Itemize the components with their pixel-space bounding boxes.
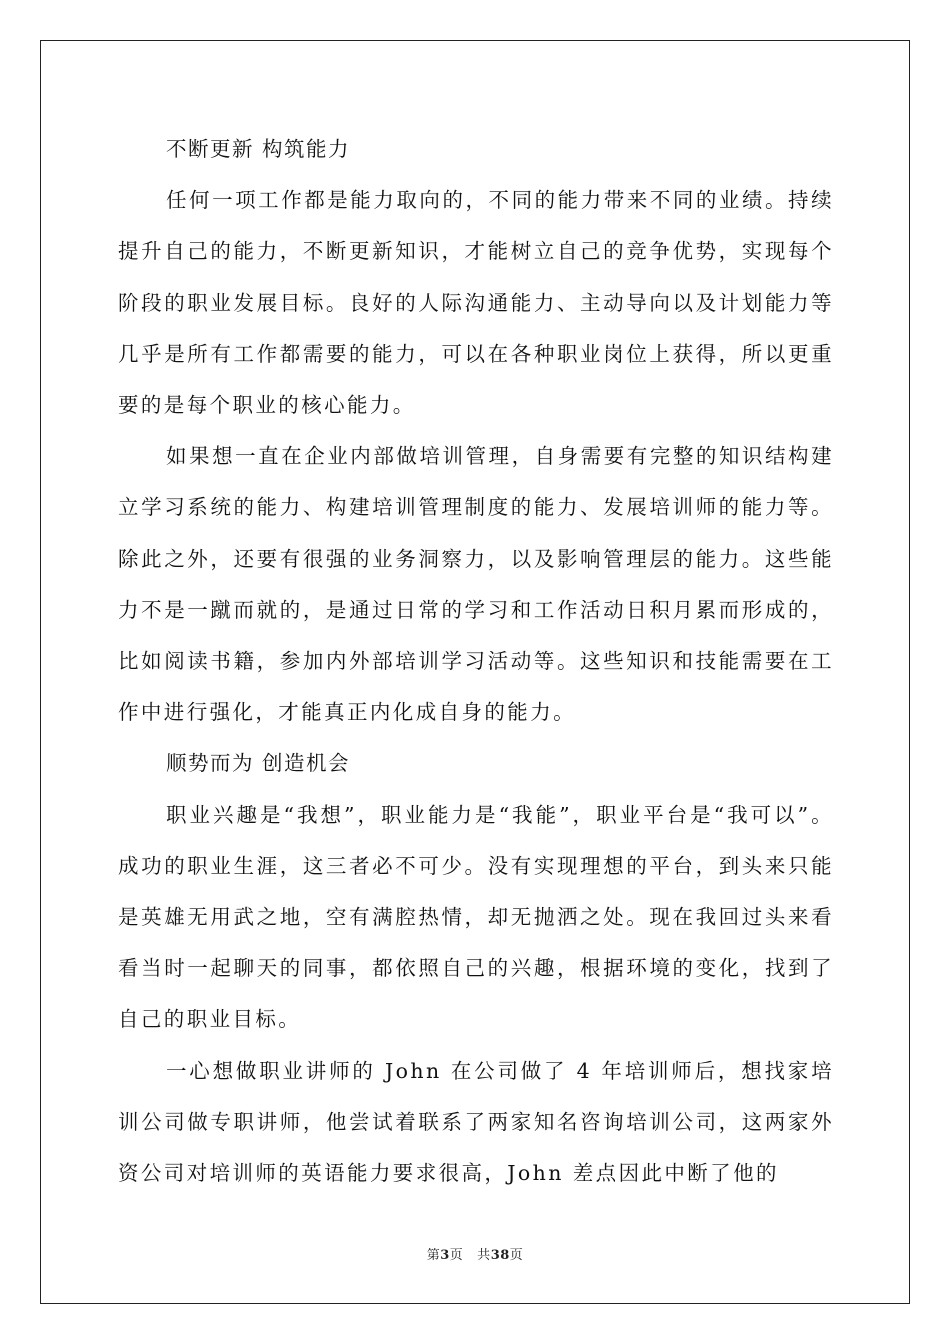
page-footer [0,1244,950,1263]
footer-total-prefix: 共 [477,1248,491,1263]
paragraph-2: 如果想一直在企业内部做培训管理，自身需要有完整的知识结构建立学习系统的能力、构建培训管理制度的能力、发展培训师的能力等。除此之外，还要有很强的业务洞察力，以及影响管理层的能力。这些能力不是一蹴而就的，是通过日常的学习和工作活动日积月累而形成的，比如阅读书籍，参加内外部培训学习活动等。这些知识和技能需要在工作中进行强化，才能真正内化成自身的能力。 [118,444,834,725]
footer-prefix: 第 [426,1248,441,1263]
paragraph-3: 职业兴趣是“我想”，职业能力是“我能”，职业平台是“我可以”。成功的职业生涯，这三者必不可少。没有实现理想的平台，到头来只能是英雄无用武之地，空有满腔热情，却无抛洒之处。现在我回过头来看看当时一起聊天的同事，都依照自己的兴趣，根据环境的变化，找到了自己的职业目标。 [118,802,834,1032]
section-heading-1: 不断更新 构筑能力 [166,137,351,161]
section-heading-2: 顺势而为 创造机会 [166,751,351,776]
footer-page-number: 3 [440,1248,450,1263]
document-body [118,124,834,1199]
paragraph-1: 任何一项工作都是能力取向的，不同的能力带来不同的业绩。持续提升自己的能力，不断更新知识，才能树立自己的竞争优势，实现每个阶段的职业发展目标。良好的人际沟通能力、主动导向以及计划能力等几乎是所有工作都需要的能力，可以在各种职业岗位上获得，所以更重要的是每个职业的核心能力。 [118,188,834,418]
paragraph-4: 一心想做职业讲师的 John 在公司做了 4 年培训师后，想找家培训公司做专职讲师，他尝试着联系了两家知名咨询培训公司，这两家外资公司对培训师的英语能力要求很高，John 差点因此中断了他的 [118,1058,834,1186]
footer-page-suffix: 页 [449,1248,464,1263]
footer-total-pages: 38 [490,1248,510,1263]
footer-total-suffix: 页 [509,1248,524,1263]
